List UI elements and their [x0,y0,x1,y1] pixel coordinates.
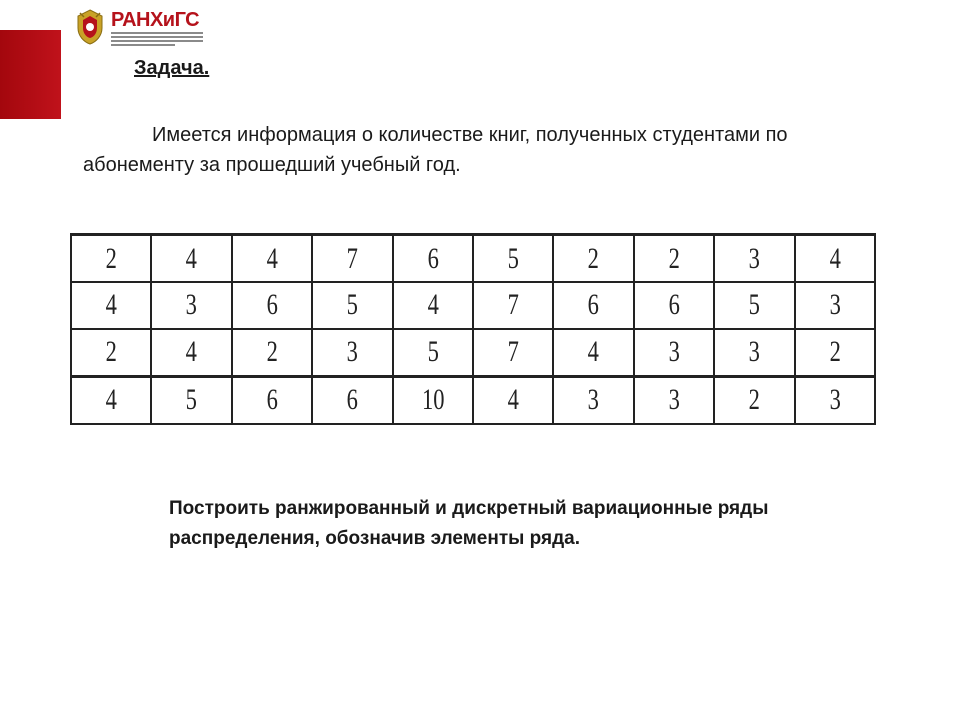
table-cell: 4 [161,329,221,377]
table-cell: 6 [322,376,382,424]
table-cell: 4 [81,376,141,424]
table-cell: 4 [483,376,543,424]
table-cell: 3 [724,235,784,283]
logo-name: РАНХиГС [111,9,200,31]
table-cell: 3 [644,329,704,377]
table-cell: 2 [563,235,623,283]
table-cell: 5 [322,282,382,329]
table-cell: 3 [724,329,784,377]
table-cell: 7 [483,329,543,377]
table-cell: 6 [563,282,623,329]
table-row [71,235,875,283]
table-cell: 3 [563,376,623,424]
table-cell: 4 [403,282,463,329]
table-cell: 4 [81,282,141,329]
table-row [71,376,875,424]
task-title: Задача. [134,57,210,79]
table-cell: 5 [724,282,784,329]
table-row [71,329,875,377]
instruction-line-1: Построить ранжированный и дискретный вариационные ряды [169,498,769,519]
task-intro-text: Имеется информация о количестве книг, полученных студентами по абонементу за прошедший учебный год. [83,124,788,176]
table-cell: 7 [322,235,382,283]
table-cell: 3 [161,282,221,329]
table-cell: 6 [242,282,302,329]
table-cell: 7 [483,282,543,329]
table-cell: 6 [242,376,302,424]
data-table [70,233,876,425]
table-row [71,282,875,329]
table-cell: 3 [644,376,704,424]
logo-subtitle [111,32,203,48]
table-cell: 2 [805,329,865,377]
logo [75,8,205,48]
table-cell: 4 [805,235,865,283]
coat-of-arms-icon [75,8,105,46]
table-cell: 5 [403,329,463,377]
table-cell: 3 [322,329,382,377]
table-cell: 3 [805,376,865,424]
table-cell: 3 [805,282,865,329]
table-cell: 2 [81,329,141,377]
table-cell: 2 [81,235,141,283]
table-cell: 4 [563,329,623,377]
table-cell: 5 [161,376,221,424]
table-cell: 2 [242,329,302,377]
table-cell: 4 [242,235,302,283]
table-cell: 2 [724,376,784,424]
table-cell: 4 [161,235,221,283]
table-cell: 6 [644,282,704,329]
table-cell: 2 [644,235,704,283]
table-cell: 6 [403,235,463,283]
accent-block [0,30,61,119]
table-cell: 10 [403,376,463,424]
task-intro [83,120,823,180]
table-cell: 5 [483,235,543,283]
task-instruction [120,495,860,553]
instruction-line-2: распределения, обозначив элементы ряда. [169,528,580,549]
